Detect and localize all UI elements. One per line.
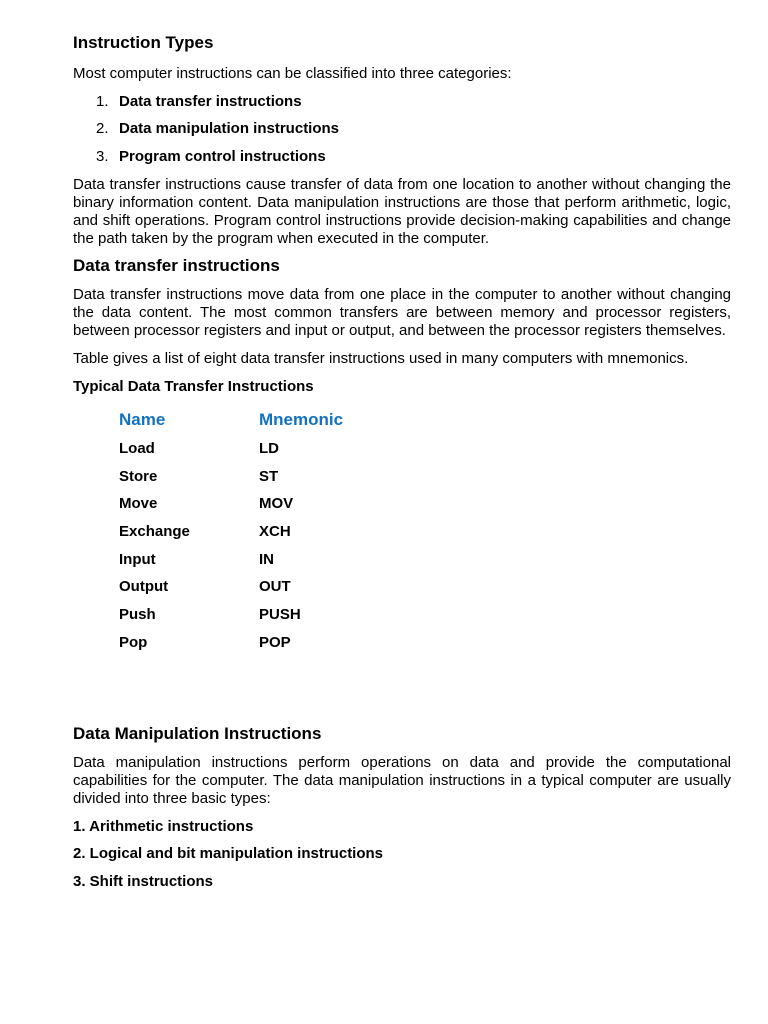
table-intro-paragraph: Table gives a list of eight data transfer instructions used in many computers with mnemonics. <box>73 349 689 367</box>
intro-paragraph: Most computer instructions can be classified into three categories: <box>73 65 512 82</box>
cell-mnemonic: LD <box>259 439 279 457</box>
overview-paragraph: Data transfer instructions cause transfer of data from one location to another without changing the binary information content. Data manipulation instructions are those that perform arithmetic, logic, and shift operations. Program control instructions provide decision-making capabilities and change the path taken by the program when executed in the computer. <box>73 175 731 247</box>
list-item <box>73 148 731 166</box>
cell-name: Output <box>119 578 169 596</box>
cell-name: Push <box>119 605 156 623</box>
list-number: 3. <box>96 147 109 165</box>
cell-mnemonic: XCH <box>259 522 291 540</box>
table-header-row <box>119 406 731 435</box>
heading-data-transfer: Data transfer instructions <box>73 255 280 275</box>
page-content <box>73 33 731 891</box>
cell-name: Pop <box>119 633 148 651</box>
cell-mnemonic: ST <box>259 467 279 485</box>
table-row <box>119 545 731 573</box>
header-mnemonic: Mnemonic <box>259 410 344 429</box>
data-transfer-table <box>119 406 731 657</box>
cell-mnemonic: IN <box>259 550 274 568</box>
list-label: Program control instructions <box>119 147 326 165</box>
list-item <box>73 120 731 138</box>
cell-name: Input <box>119 550 156 568</box>
cell-name: Move <box>119 495 158 513</box>
header-name: Name <box>119 410 166 429</box>
table-row <box>119 518 731 546</box>
table-row <box>119 435 731 463</box>
table-row <box>119 628 731 656</box>
cell-mnemonic: PUSH <box>259 605 301 623</box>
basic-type-item: 1. Arithmetic instructions <box>73 817 254 835</box>
list-number: 2. <box>96 120 109 137</box>
data-transfer-paragraph: Data transfer instructions move data from one place in the computer to another without changing the data content. The most common transfers are between memory and processor registers, between processor registers and input or output, and between the processor registers themselves. <box>73 285 731 339</box>
basic-type-item: 2. Logical and bit manipulation instructions <box>73 845 384 862</box>
table-row <box>119 462 731 490</box>
table-row <box>119 490 731 518</box>
category-list <box>73 93 731 166</box>
cell-name: Load <box>119 439 155 457</box>
table-row <box>119 573 731 601</box>
basic-type-item: 3. Shift instructions <box>73 872 214 890</box>
cell-mnemonic: OUT <box>259 578 291 596</box>
list-label: Data manipulation instructions <box>119 120 340 137</box>
cell-mnemonic: MOV <box>259 495 294 513</box>
list-number: 1. <box>96 92 109 110</box>
list-label: Data transfer instructions <box>119 92 302 110</box>
list-item <box>73 93 731 111</box>
heading-instruction-types: Instruction Types <box>73 33 214 52</box>
heading-data-manipulation: Data Manipulation Instructions <box>73 724 322 743</box>
data-manipulation-paragraph: Data manipulation instructions perform operations on data and provide the computational capabilities for the computer. The data manipulation instructions in a typical computer are usually divided into three basic types: <box>73 754 731 807</box>
cell-name: Store <box>119 467 158 485</box>
cell-name: Exchange <box>119 522 190 540</box>
table-row <box>119 601 731 629</box>
cell-mnemonic: POP <box>259 633 291 651</box>
table-caption: Typical Data Transfer Instructions <box>73 377 314 395</box>
